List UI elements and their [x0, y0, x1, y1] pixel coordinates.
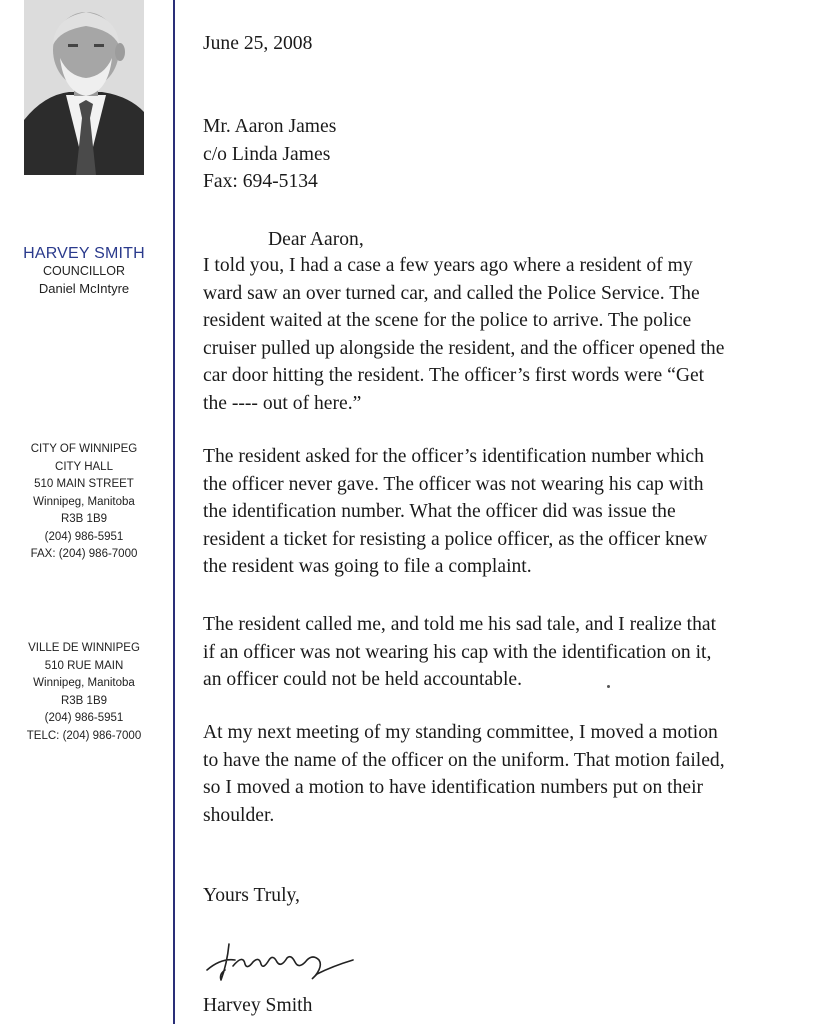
address-line: R3B 1B9 [60, 513, 108, 525]
paragraph-line: if an officer was not wearing his cap with the identification on it, [203, 641, 712, 663]
paragraph-line: I told you, I had a case a few years ago where a resident of my [203, 255, 693, 276]
handwritten-signature [203, 930, 363, 990]
paragraph-line: the resident was going to file a complaint. [203, 556, 532, 577]
address-line: Winnipeg, Manitoba [33, 677, 135, 689]
paragraph-line: The resident asked for the officer’s identification number which [203, 446, 704, 467]
paragraph-4 [203, 719, 725, 829]
address-line: CITY HALL [55, 460, 113, 473]
recipient-block [203, 113, 336, 196]
paragraph-line: At my next meeting of my standing committee, I moved a motion [203, 722, 718, 743]
address-french [0, 640, 168, 745]
recipient-fax: Fax: 694-5134 [203, 171, 318, 192]
closing: Yours Truly, [203, 885, 300, 906]
councillor-name-block [0, 244, 168, 298]
paragraph-line: shoulder. [203, 804, 275, 826]
address-line: Winnipeg, Manitoba [33, 495, 135, 508]
paragraph-3 [203, 611, 716, 694]
ward-name: Daniel McIntyre [38, 281, 130, 296]
scan-speck [607, 685, 610, 688]
paragraph-2 [203, 443, 707, 581]
letter-date: June 25, 2008 [203, 33, 313, 54]
fax-line: TELC: (204) 986-7000 [26, 729, 142, 742]
paragraph-line: ward saw an over turned car, and called the Police Service. The [203, 282, 700, 304]
paragraph-line: the ---- out of here.” [203, 392, 362, 414]
address-line: CITY OF WINNIPEG [30, 443, 138, 455]
phone-line: (204) 986-5951 [44, 712, 124, 724]
address-line: R3B 1B9 [60, 694, 108, 707]
salutation: Dear Aaron, [268, 229, 364, 250]
councillor-photo [24, 0, 144, 175]
address-line: 510 RUE MAIN [44, 659, 124, 672]
address-line: VILLE DE WINNIPEG [28, 642, 140, 654]
councillor-portrait-image [24, 0, 144, 175]
recipient-line: c/o Linda James [203, 143, 331, 165]
phone-line: (204) 986-5951 [44, 530, 124, 543]
councillor-name: HARVEY SMITH [23, 245, 145, 262]
paragraph-line: the identification number. What the officer did was issue the [203, 501, 676, 522]
paragraph-line: the officer never gave. The officer was not wearing his cap with [203, 473, 704, 495]
paragraph-line: to have the name of the officer on the uniform. That motion failed, [203, 749, 725, 771]
paragraph-line: resident a ticket for resisting a police officer, as the officer knew [203, 528, 708, 550]
paragraph-line: The resident called me, and told me his sad tale, and I realize that [203, 614, 717, 635]
recipient-line: Mr. Aaron James [203, 116, 337, 137]
fax-line: FAX: (204) 986-7000 [30, 548, 138, 560]
paragraph-line: so I moved a motion to have identification numbers put on their [203, 777, 704, 798]
councillor-title: COUNCILLOR [43, 264, 125, 278]
paragraph-line: an officer could not be held accountable. [203, 669, 522, 690]
vertical-divider [173, 0, 175, 1024]
address-line: 510 MAIN STREET [34, 478, 134, 490]
address-english [0, 441, 168, 564]
paragraph-1 [203, 252, 724, 417]
signer-name: Harvey Smith [203, 995, 313, 1016]
paragraph-line: car door hitting the resident. The officer’s first words were “Get [203, 365, 705, 386]
paragraph-line: cruiser pulled up alongside the resident, and the officer opened the [203, 337, 725, 359]
paragraph-line: resident waited at the scene for the police to arrive. The police [203, 310, 692, 331]
